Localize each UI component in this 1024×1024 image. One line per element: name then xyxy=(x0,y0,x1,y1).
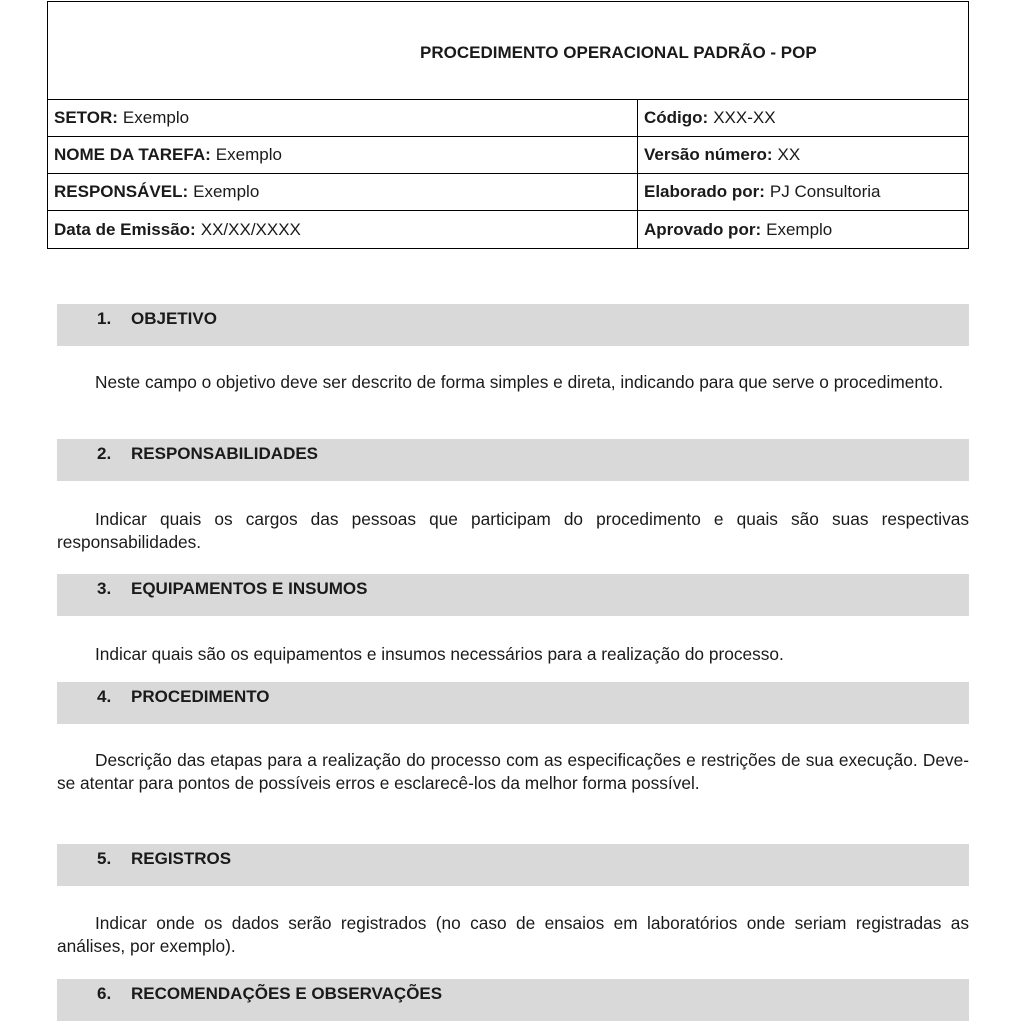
section-number: 1. xyxy=(97,309,112,328)
elaborado-label: Elaborado por: xyxy=(644,182,765,201)
responsavel-field xyxy=(54,174,259,210)
tarefa-field xyxy=(54,137,282,173)
header-row-responsavel xyxy=(48,174,968,211)
section-title xyxy=(97,687,270,707)
section-number: 4. xyxy=(97,687,112,706)
section-body-procedimento: Descrição das etapas para a realização do processo com as especificações e restrições de sua execução. Deve-se atentar para pontos de possíveis erros e esclarecê-los da melhor forma possível. xyxy=(57,750,969,793)
section-title xyxy=(97,444,318,464)
column-divider xyxy=(637,211,638,248)
section-header-procedimento xyxy=(57,682,969,724)
section-body-equipamentos: Indicar quais são os equipamentos e insumos necessários para a realização do processo. xyxy=(95,644,784,664)
section-header-responsabilidades xyxy=(57,439,969,481)
tarefa-value: Exemplo xyxy=(215,145,282,164)
versao-field xyxy=(644,137,800,173)
header-row-setor xyxy=(48,100,968,137)
section-title-text: PROCEDIMENTO xyxy=(131,687,270,706)
section-title-text: EQUIPAMENTOS E INSUMOS xyxy=(131,579,368,598)
codigo-field xyxy=(644,100,776,136)
setor-label: SETOR: xyxy=(54,108,118,127)
section-title-text: REGISTROS xyxy=(131,849,232,868)
column-divider xyxy=(637,174,638,210)
setor-field xyxy=(54,100,189,136)
section-title-text: RESPONSABILIDADES xyxy=(131,444,319,463)
responsavel-value: Exemplo xyxy=(193,182,260,201)
header-title-row xyxy=(48,2,968,100)
document-title: PROCEDIMENTO OPERACIONAL PADRÃO - POP xyxy=(420,43,817,62)
elaborado-value: PJ Consultoria xyxy=(769,182,881,201)
setor-value: Exemplo xyxy=(122,108,190,127)
aprovado-field xyxy=(644,211,832,248)
section-title xyxy=(97,309,217,329)
section-number: 2. xyxy=(97,444,112,463)
section-header-recomendacoes xyxy=(57,979,969,1021)
data-emissao-label: Data de Emissão: xyxy=(54,219,196,239)
header-row-data xyxy=(48,211,968,248)
section-title xyxy=(97,849,231,869)
versao-label: Versão número: xyxy=(644,145,773,164)
elaborado-field xyxy=(644,174,880,210)
tarefa-label: NOME DA TAREFA: xyxy=(54,145,211,164)
versao-value: XX xyxy=(777,145,801,164)
section-header-registros xyxy=(57,844,969,886)
section-number: 5. xyxy=(97,849,112,868)
section-title-text: OBJETIVO xyxy=(131,309,217,328)
section-body-objetivo: Neste campo o objetivo deve ser descrito de forma simples e direta, indicando para que serve o procedimento. xyxy=(95,372,944,392)
column-divider xyxy=(637,137,638,173)
column-divider xyxy=(637,100,638,136)
header-table xyxy=(47,1,969,249)
section-title xyxy=(97,984,442,1004)
codigo-label: Código: xyxy=(644,108,709,127)
aprovado-value: Exemplo xyxy=(766,219,833,239)
section-header-equipamentos xyxy=(57,574,969,616)
data-emissao-value: XX/XX/XXXX xyxy=(200,219,301,239)
header-row-tarefa xyxy=(48,137,968,174)
codigo-value: XXX-XX xyxy=(713,108,776,127)
section-header-objetivo xyxy=(57,304,969,346)
section-title xyxy=(97,579,367,599)
section-number: 6. xyxy=(97,984,112,1003)
responsavel-label: RESPONSÁVEL: xyxy=(54,182,189,201)
aprovado-label: Aprovado por: xyxy=(644,219,762,239)
section-body-registros: Indicar onde os dados serão registrados (no caso de ensaios em laboratórios onde seriam registradas as análises, por exemplo). xyxy=(57,913,969,956)
section-body-responsabilidades: Indicar quais os cargos das pessoas que participam do procedimento e quais são suas respectivas responsabilidades. xyxy=(57,509,969,552)
data-emissao-field xyxy=(54,211,301,248)
section-number: 3. xyxy=(97,579,112,598)
section-title-text: RECOMENDAÇÕES E OBSERVAÇÕES xyxy=(131,984,443,1003)
